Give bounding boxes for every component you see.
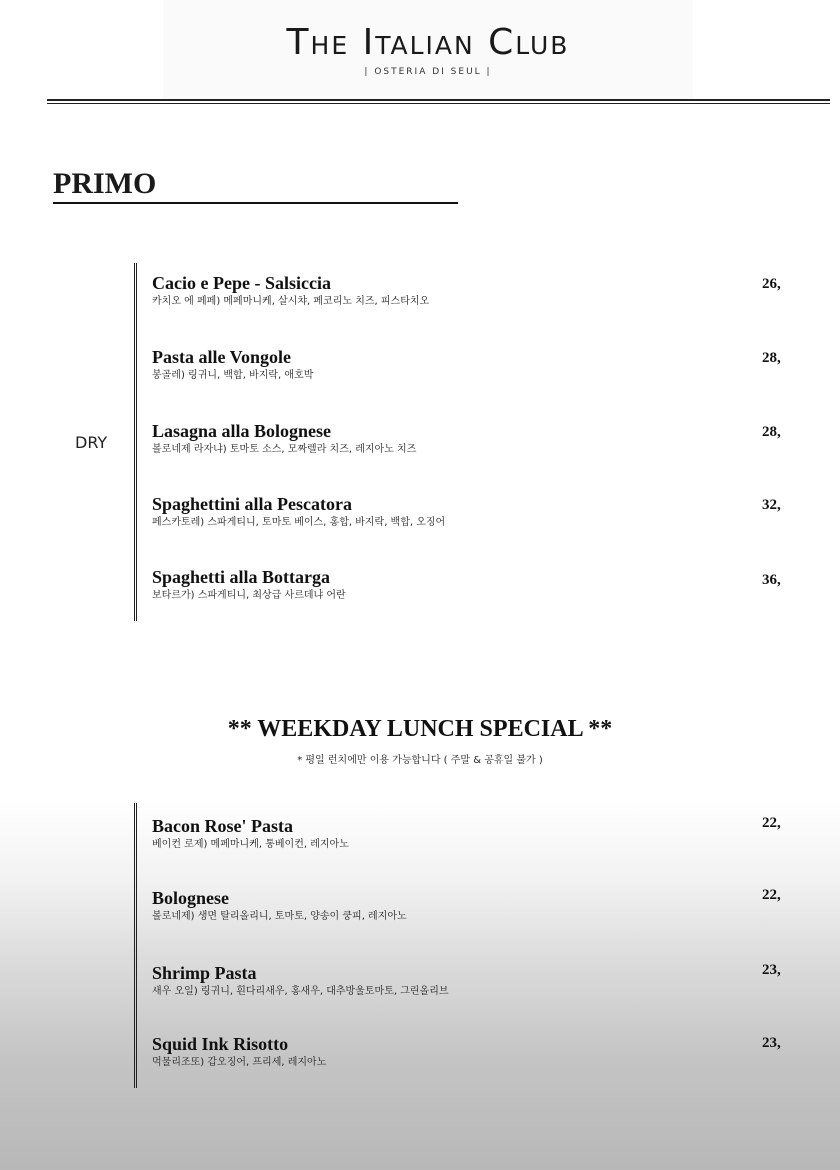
menu-item-desc: 볼로네제) 생면 탈리올리니, 토마토, 양송이 쿵피, 레지아노 — [152, 911, 407, 922]
section-title: PRIMO — [53, 167, 157, 200]
menu-item-name: Spaghettini alla Pescatora — [152, 494, 352, 514]
menu-item-name: Cacio e Pepe - Salsiccia — [152, 273, 331, 293]
menu-item-desc: 보타르가) 스파게티니, 최상급 사르데냐 어란 — [152, 590, 346, 601]
menu-item-price: 28, — [762, 350, 781, 366]
menu-item-price: 32, — [762, 497, 781, 513]
menu-item-name: Lasagna alla Bolognese — [152, 421, 332, 441]
special-title: ** WEEKDAY LUNCH SPECIAL ** — [227, 716, 613, 742]
menu-item-desc: 볼로네제 라자냐) 토마토 소스, 모짜렐라 치즈, 레지아노 치즈 — [152, 444, 417, 455]
special-note: * 평일 런치에만 이용 가능합니다 ( 주말 & 공휴일 불가 ) — [297, 755, 543, 766]
menu-item-price: 36, — [762, 572, 781, 588]
logo — [163, 0, 693, 100]
menu-item-desc: 봉골레) 링귀니, 백합, 바지락, 애호박 — [152, 370, 314, 381]
menu-item-price: 23, — [762, 962, 781, 978]
section-underline — [53, 202, 458, 204]
dry-label: DRY — [75, 433, 108, 452]
menu-item-name: Squid Ink Risotto — [152, 1034, 289, 1054]
menu-item-desc: 먹물리조또) 갑오징어, 프리세, 레지아노 — [152, 1057, 327, 1068]
menu-item-price: 26, — [762, 276, 781, 292]
menu-item-name: Pasta alle Vongole — [152, 347, 292, 367]
logo-subtitle: | OSTERIA DI SEUL | — [364, 67, 492, 77]
menu-item-price: 22, — [762, 887, 781, 903]
dry-group-bar — [134, 263, 137, 621]
menu-item-desc: 페스카토레) 스파게티니, 토마토 베이스, 홍합, 바지락, 백합, 오징어 — [152, 517, 446, 528]
menu-item — [152, 346, 792, 383]
menu-item-desc: 베이컨 로제) 메페마니케, 통베이컨, 레지아노 — [152, 839, 349, 850]
menu-item-desc: 새우 오일) 링귀니, 흰다리새우, 홍새우, 대추방울토마토, 그린올리브 — [152, 986, 449, 997]
menu-item-price: 23, — [762, 1035, 781, 1051]
header-divider — [47, 99, 830, 101]
menu-item-name: Bacon Rose' Pasta — [152, 816, 293, 836]
menu-item — [152, 962, 792, 999]
menu-item — [152, 815, 792, 852]
menu-item — [152, 566, 792, 603]
menu-item — [152, 493, 792, 530]
menu-item — [152, 887, 792, 924]
logo-title: The Italian Club — [286, 22, 570, 63]
menu-item-desc: 카치오 에 페페) 메페마니케, 살시챠, 페코리노 치즈, 피스타치오 — [152, 296, 430, 307]
menu-item-price: 22, — [762, 815, 781, 831]
menu-item-price: 28, — [762, 424, 781, 440]
lunch-group-bar — [134, 803, 137, 1088]
header-divider-thin — [47, 103, 830, 104]
menu-item-name: Spaghetti alla Bottarga — [152, 567, 330, 587]
menu-item — [152, 420, 792, 457]
menu-item-name: Shrimp Pasta — [152, 963, 257, 983]
menu-item — [152, 1033, 792, 1070]
menu-item-name: Bolognese — [152, 888, 230, 908]
menu-item — [152, 272, 792, 309]
